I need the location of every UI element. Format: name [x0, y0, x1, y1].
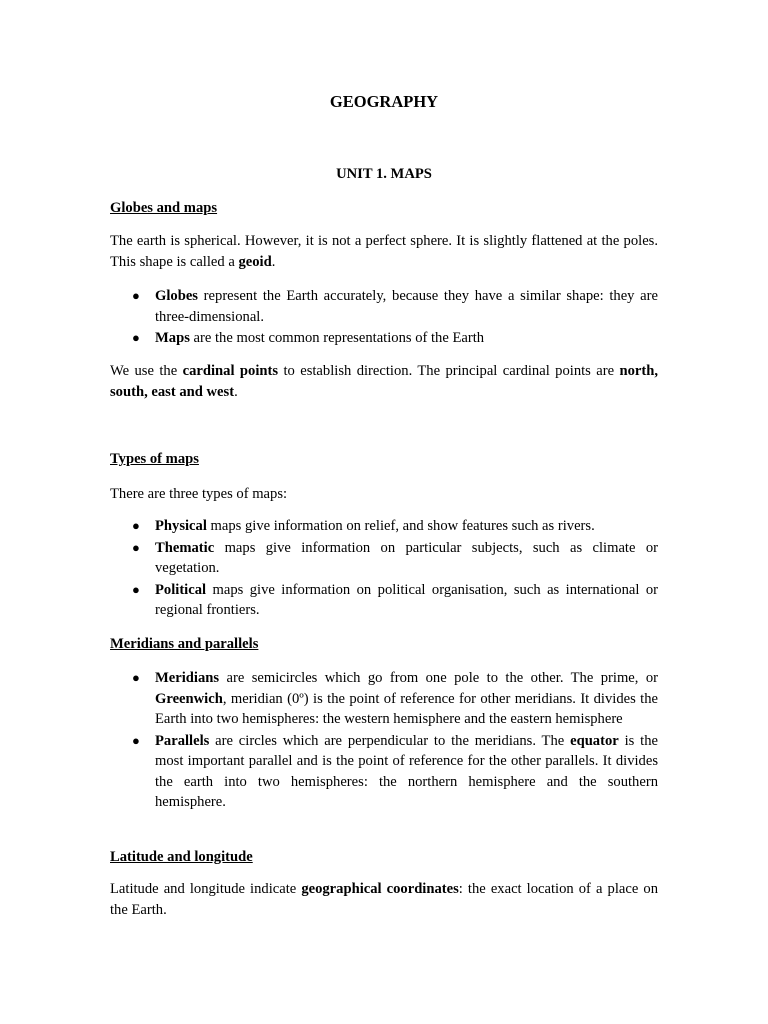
list-item: [110, 286, 658, 327]
list-item-text: maps give information on political organisation, such as international or regional frontiers.: [155, 581, 658, 618]
bullet-icon: ●: [132, 581, 140, 597]
bold-term: Political: [155, 581, 207, 598]
section-heading-types-of-maps: Types of maps: [110, 451, 199, 467]
text-span: : the exact location of a place on the Earth.: [110, 881, 658, 918]
text-span: to establish direction. The principal cardinal points are: [278, 363, 620, 379]
paragraph-cardinal-points: [110, 361, 658, 402]
text-span: .: [271, 253, 276, 270]
bold-term: Thematic: [155, 539, 215, 556]
bold-term: Parallels: [155, 732, 210, 749]
bold-term: Physical: [155, 518, 207, 534]
section-heading-meridians-and-parallels: Meridians and parallels: [110, 636, 259, 652]
bullet-icon: ●: [132, 539, 140, 555]
list-item: [110, 668, 658, 730]
bold-term-cardinal-points: cardinal points: [182, 363, 279, 379]
list-item-text: is the most important parallel and is the point of reference for the other parallels. It divides the earth into two hemispheres: the northern hemisphere and the southern hemisphere.: [155, 732, 658, 810]
text-span: We use the: [110, 363, 183, 379]
list-item-text: are the most common representations of the Earth: [189, 330, 485, 346]
list-item-text: are semicircles which go from one pole to the other. The prime, or: [219, 670, 658, 686]
bold-term-directions: north, south, east and west: [110, 363, 659, 400]
section-heading-globes-and-maps: Globes and maps: [110, 200, 218, 216]
text-span: .: [234, 383, 238, 400]
bold-term-geographical-coordinates: geographical coordinates: [301, 881, 459, 897]
bullet-list-globes-maps: [110, 286, 658, 349]
list-item-text: maps give information on particular subjects, such as climate or vegetation.: [155, 539, 658, 576]
page-title: GEOGRAPHY: [329, 92, 439, 111]
paragraph-types-intro: There are three types of maps:: [110, 486, 288, 502]
bold-term: Globes: [155, 288, 198, 304]
section-heading-latitude-and-longitude: Latitude and longitude: [110, 849, 253, 865]
list-item: [110, 580, 658, 621]
bullet-list-map-types: [110, 516, 658, 621]
bold-term: Meridians: [155, 670, 220, 686]
bullet-icon: ●: [132, 288, 140, 303]
bullet-icon: ●: [132, 732, 140, 748]
bold-term: Maps: [155, 330, 190, 346]
list-item-text: maps give information on relief, and show features such as rivers.: [206, 518, 595, 534]
bold-term: equator: [570, 732, 619, 749]
bold-term-geoid: geoid: [238, 253, 272, 270]
list-item-text: are circles which are perpendicular to the meridians. The: [209, 732, 571, 749]
list-item-text: , meridian (0º) is the point of reference for other meridians. It divides the Earth into two hemispheres: the western hemisphere and the eastern hemisphere: [155, 690, 658, 727]
bullet-icon: ●: [132, 330, 140, 345]
list-item: [110, 538, 658, 579]
list-item-text: represent the Earth accurately, because they have a similar shape: they are three-dimensional.: [155, 288, 658, 325]
list-item: [110, 516, 658, 537]
text-span: Latitude and longitude indicate: [110, 881, 302, 897]
bold-term: Greenwich: [155, 690, 223, 707]
text-span: The earth is spherical. However, it is not a perfect sphere. It is slightly flattened at the poles. This shape is called a: [110, 233, 658, 270]
bullet-icon: ●: [132, 670, 140, 685]
list-item: [110, 731, 658, 813]
bullet-icon: ●: [132, 518, 140, 533]
paragraph-earth-shape: [110, 231, 658, 272]
bullet-list-meridians-parallels: [110, 668, 658, 813]
paragraph-coordinates: [110, 879, 658, 920]
unit-title: UNIT 1. MAPS: [336, 166, 432, 182]
list-item: [110, 328, 658, 349]
